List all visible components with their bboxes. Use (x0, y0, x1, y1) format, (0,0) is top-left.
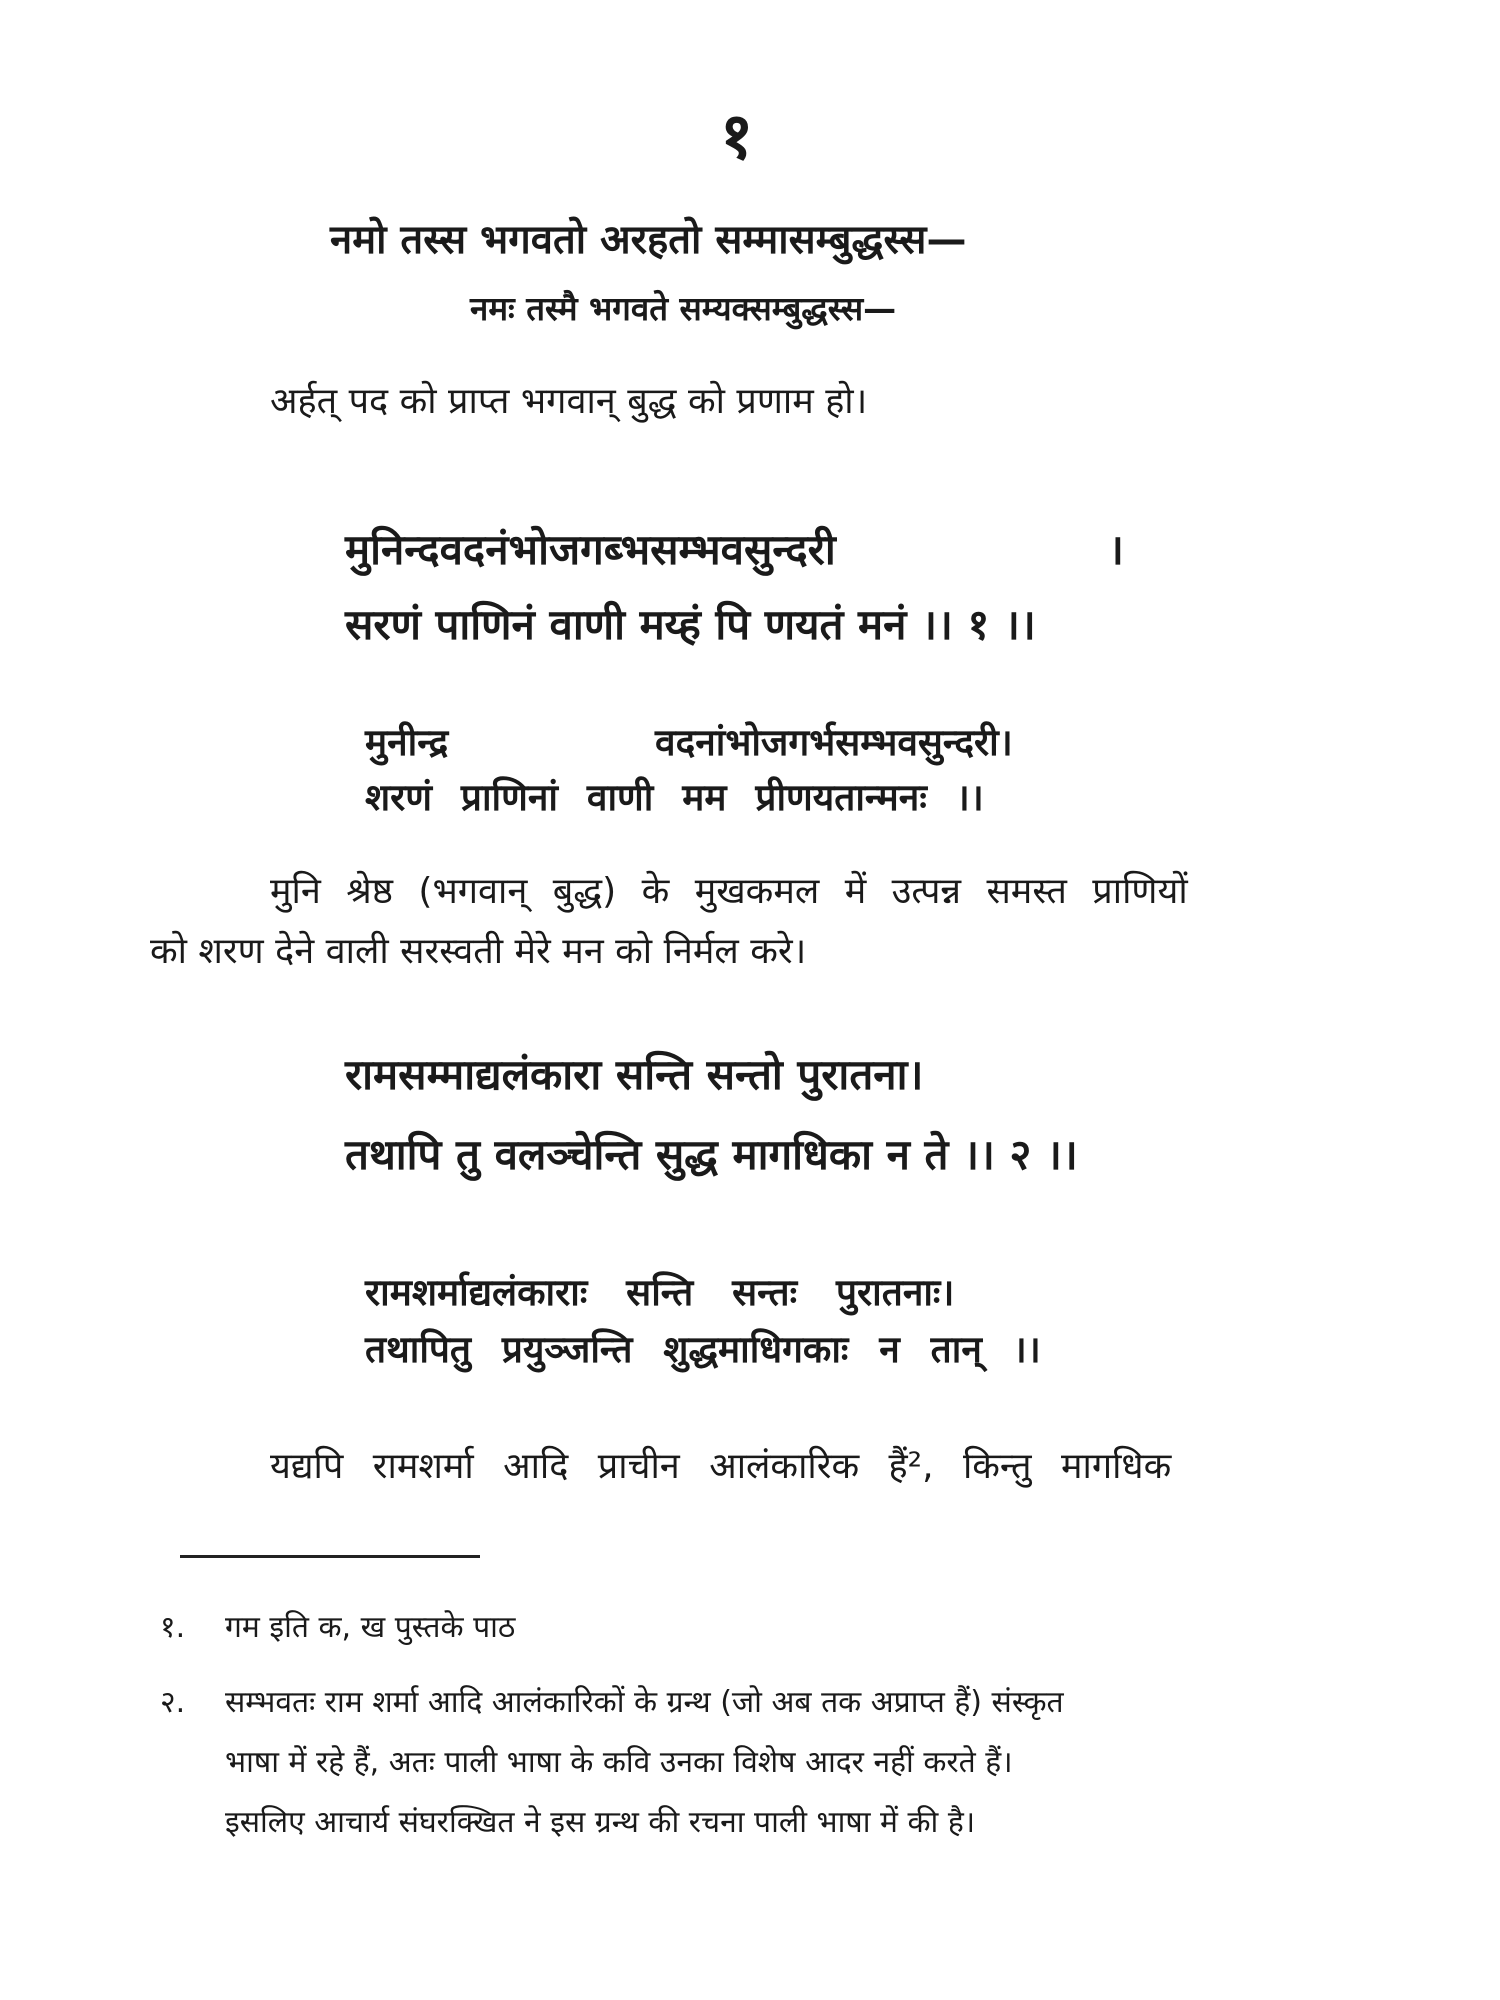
invocation-pali: नमो तस्स भगवतो अरहतो सम्मासम्बुद्धस्स— (330, 217, 967, 263)
sanskrit2-line2: तथापितु प्रयुञ्जन्ति शुद्धमाधिगकाः न तान् ।। (365, 1328, 1041, 1371)
translation1-line1: मुनि श्रेष्ठ (भगवान् बुद्ध) के मुखकमल में उत्पन्न समस्त प्राणियों (270, 871, 1188, 912)
footnote-divider (180, 1555, 480, 1558)
verse2-line2: तथापि तु वलञ्चेन्ति सुद्ध मागधिका न ते ।। २ ।। (345, 1130, 1078, 1179)
sanskrit1-line1-first: मुनीन्द्र (365, 721, 449, 764)
footnote-2-line1: सम्भवतः राम शर्मा आदि आलंकारिकों के ग्रन्थ (जो अब तक अप्राप्त हैं) संस्कृत (225, 1685, 1064, 1720)
footnote-2-line2: भाषा में रहे हैं, अतः पाली भाषा के कवि उनका विशेष आदर नहीं करते हैं। (225, 1745, 1013, 1780)
invocation-sanskrit: नमः तस्मै भगवते सम्यक्सम्बुद्धस्स— (470, 289, 897, 328)
verse2-line1: रामसम्माद्यलंकारा सन्ति सन्तो पुरातना। (345, 1050, 924, 1099)
verse1-line2: सरणं पाणिनं वाणी मय्हं पि णयतं मनं ।। १ ।। (345, 600, 1036, 649)
footnote-1-text: गम इति क, ख पुस्तके पाठ (225, 1610, 516, 1645)
verse1-line1: मुनिन्दवदनंभोजगब्भसम्भवसुन्दरी (345, 525, 836, 574)
translation2-line1: यद्यपि रामशर्मा आदि प्राचीन आलंकारिक हैं², किन्तु मागधिक (270, 1446, 1172, 1487)
sanskrit1-line2: शरणं प्राणिनां वाणी मम प्रीणयतान्मनः ।। (365, 776, 984, 819)
sanskrit1-line1-second: वदनांभोजगर्भसम्भवसुन्दरी। (655, 721, 1013, 764)
footnote-2-number: २. (160, 1685, 186, 1720)
translation1-line2: को शरण देने वाली सरस्वती मेरे मन को निर्मल करे। (150, 931, 807, 972)
sanskrit2-line1: रामशर्माद्यलंकाराः सन्ति सन्तः पुरातनाः। (365, 1271, 955, 1314)
page-number: १ (720, 100, 754, 174)
verse1-line1-danda: । (1108, 525, 1124, 574)
footnote-2-line3: इसलिए आचार्य संघरक्खित ने इस ग्रन्थ की रचना पाली भाषा में की है। (225, 1805, 976, 1840)
footnote-1-number: १. (160, 1610, 186, 1645)
invocation-hindi: अर्हत् पद को प्राप्त भगवान् बुद्ध को प्रणाम हो। (270, 381, 868, 422)
